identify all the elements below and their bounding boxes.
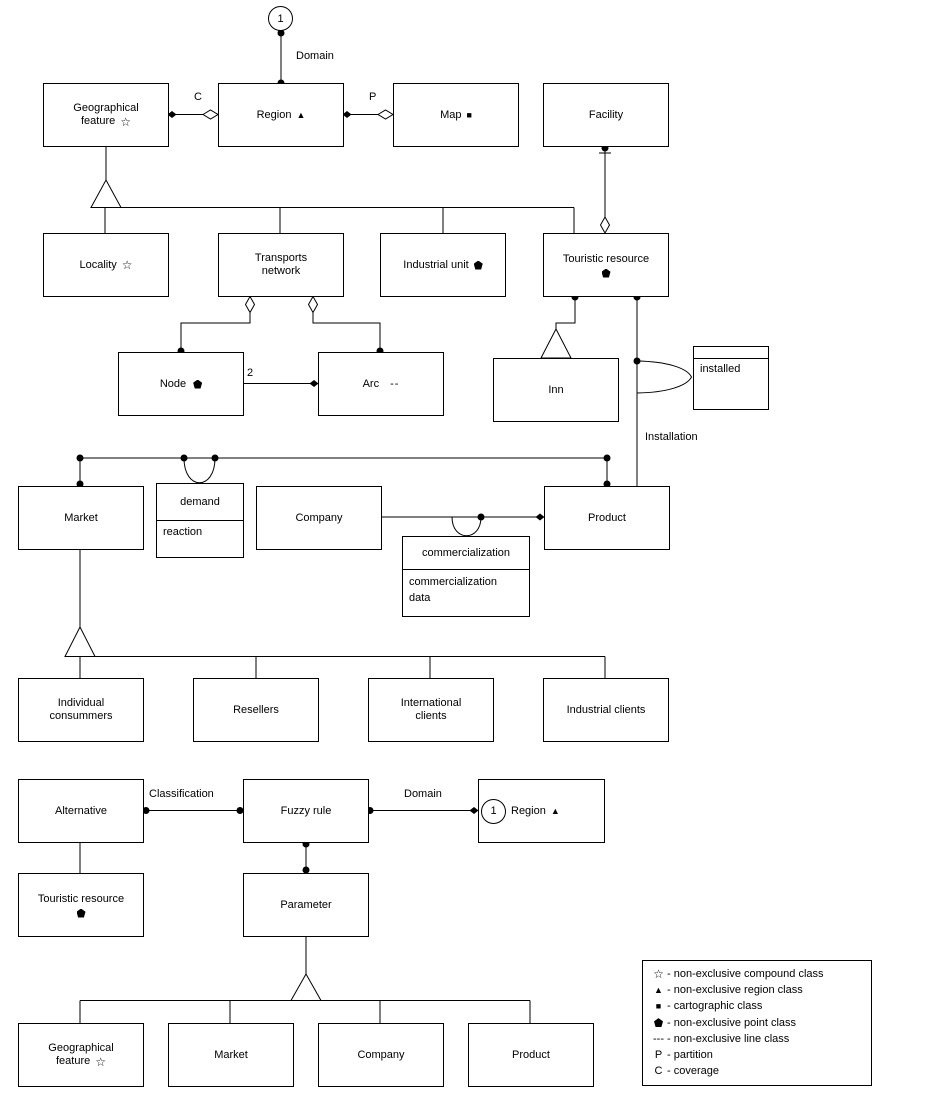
legend-symbol: --- [653, 1032, 664, 1045]
legend-text: - partition [667, 1049, 713, 1062]
class-box-node [118, 352, 244, 416]
compartment-header [694, 347, 768, 359]
legend-text: - non-exclusive line class [667, 1032, 790, 1045]
class-box-industrial-clients [543, 678, 669, 742]
region-class-icon: ▲ [550, 805, 560, 816]
class-box-inn [493, 358, 619, 422]
class-label: Company [357, 1048, 405, 1061]
multiplicity-circle [481, 799, 506, 824]
class-label: Node [159, 377, 187, 390]
class-label: Locality [79, 258, 117, 271]
class-label: Market [64, 511, 98, 524]
class-box-resellers [193, 678, 319, 742]
class-label: Transports [254, 252, 308, 264]
point-class-icon [193, 380, 202, 389]
class-label: Touristic resource [37, 892, 125, 905]
class-label: Map [440, 108, 462, 121]
compound-class-icon: ☆ [95, 1054, 106, 1069]
class-box-fuzzy-rule [243, 779, 369, 843]
edge-label-node-arc-multiplicity: 2 [247, 367, 254, 379]
class-box-locality [43, 233, 169, 297]
multiplicity-circle [268, 6, 293, 31]
point-class-icon [77, 909, 86, 918]
legend-item [650, 1047, 871, 1063]
class-box-parameter [243, 873, 369, 937]
association-class-box-commercialization [402, 536, 530, 617]
class-label: Company [295, 511, 343, 524]
junction-dots [77, 30, 641, 874]
point-class-icon [654, 1018, 663, 1027]
class-box-map [393, 83, 519, 147]
class-label: feature [80, 115, 116, 127]
class-label: Geographical [48, 1042, 114, 1054]
class-box-company-2 [318, 1023, 444, 1087]
class-box-individual-consummers [18, 678, 144, 742]
class-label: clients [415, 710, 447, 722]
legend-text: - non-exclusive region class [667, 984, 803, 997]
class-label: Alternative [55, 804, 107, 817]
edge-label-installation: Installation [645, 431, 698, 443]
class-label: Fuzzy rule [280, 804, 332, 817]
class-label: Resellers [233, 703, 279, 716]
point-class-icon [474, 261, 483, 270]
class-box-international-clients [368, 678, 494, 742]
class-label: Inn [548, 383, 564, 396]
edge-label-partition: P [369, 91, 377, 103]
class-box-region [218, 83, 344, 147]
legend-symbol: P [654, 1049, 663, 1062]
legend-symbol: ☆ [653, 967, 664, 982]
class-label: Individual [57, 697, 105, 709]
legend-text: - non-exclusive compound class [667, 968, 824, 981]
legend-box [642, 960, 872, 1086]
class-label: Geographical [73, 102, 139, 114]
class-label: Region [256, 108, 292, 121]
class-box-transports-network [218, 233, 344, 297]
legend-symbol: ▲ [654, 985, 663, 996]
class-box-product [544, 486, 670, 550]
multiplicity-value: 1 [277, 12, 284, 25]
point-class-icon [602, 269, 611, 278]
class-box-touristic-resource-2 [18, 873, 144, 937]
association-class-box-demand-reaction [156, 483, 244, 558]
edge-label-domain-top: Domain [296, 50, 334, 62]
class-label: Facility [588, 108, 624, 121]
class-label: Product [588, 511, 626, 524]
class-label: demand [157, 484, 243, 521]
class-box-product-2 [468, 1023, 594, 1087]
compound-class-icon: ☆ [120, 114, 131, 129]
legend-symbol [650, 1018, 667, 1027]
class-label: Touristic resource [562, 252, 650, 265]
legend-item [650, 982, 871, 998]
class-box-geographical-feature-2 [18, 1023, 144, 1087]
class-label: Region [511, 804, 546, 817]
class-box-arc [318, 352, 444, 416]
class-label: Product [512, 1048, 550, 1061]
class-label: Industrial unit [403, 258, 469, 271]
class-box-company [256, 486, 382, 550]
class-label: consummers [49, 710, 113, 722]
class-box-market [18, 486, 144, 550]
class-box-region-domain [478, 779, 605, 843]
class-label: installed [700, 363, 741, 375]
legend-items [650, 966, 871, 1079]
cartographic-class-icon: ■ [466, 109, 472, 120]
legend-item [650, 998, 871, 1014]
legend-text: - coverage [667, 1065, 719, 1078]
class-label: commercialization [403, 537, 529, 570]
legend-item [650, 1031, 871, 1047]
multiplicity-value: 1 [490, 804, 497, 817]
class-label: Industrial clients [566, 703, 646, 716]
region-class-icon: ▲ [296, 109, 306, 120]
edge-label-coverage: C [194, 91, 202, 103]
legend-item [650, 966, 871, 982]
class-box-geographical-feature [43, 83, 169, 147]
edge-label-classification: Classification [149, 788, 214, 800]
association-class-box-installed [693, 346, 769, 410]
class-label: network [261, 265, 301, 277]
class-label: Parameter [280, 898, 332, 911]
legend-item [650, 1015, 871, 1031]
class-label: International [400, 697, 462, 709]
class-box-alternative [18, 779, 144, 843]
class-label: Arc [362, 377, 380, 390]
compound-class-icon: ☆ [121, 258, 133, 272]
legend-item [650, 1063, 871, 1079]
legend-text: - cartographic class [667, 1000, 763, 1013]
attribute-label: reaction [163, 526, 203, 538]
class-label: feature [55, 1055, 91, 1067]
class-label: Market [214, 1048, 248, 1061]
legend-symbol: ■ [655, 1001, 662, 1012]
legend-symbol: C [654, 1065, 663, 1078]
line-class-icon: -- [390, 377, 400, 390]
attribute-label: commercialization data [409, 576, 498, 604]
class-box-industrial-unit [380, 233, 506, 297]
edge-label-domain-bottom: Domain [404, 788, 442, 800]
class-box-facility [543, 83, 669, 147]
legend-text: - non-exclusive point class [667, 1016, 797, 1029]
class-box-market-2 [168, 1023, 294, 1087]
class-box-touristic-resource [543, 233, 669, 297]
